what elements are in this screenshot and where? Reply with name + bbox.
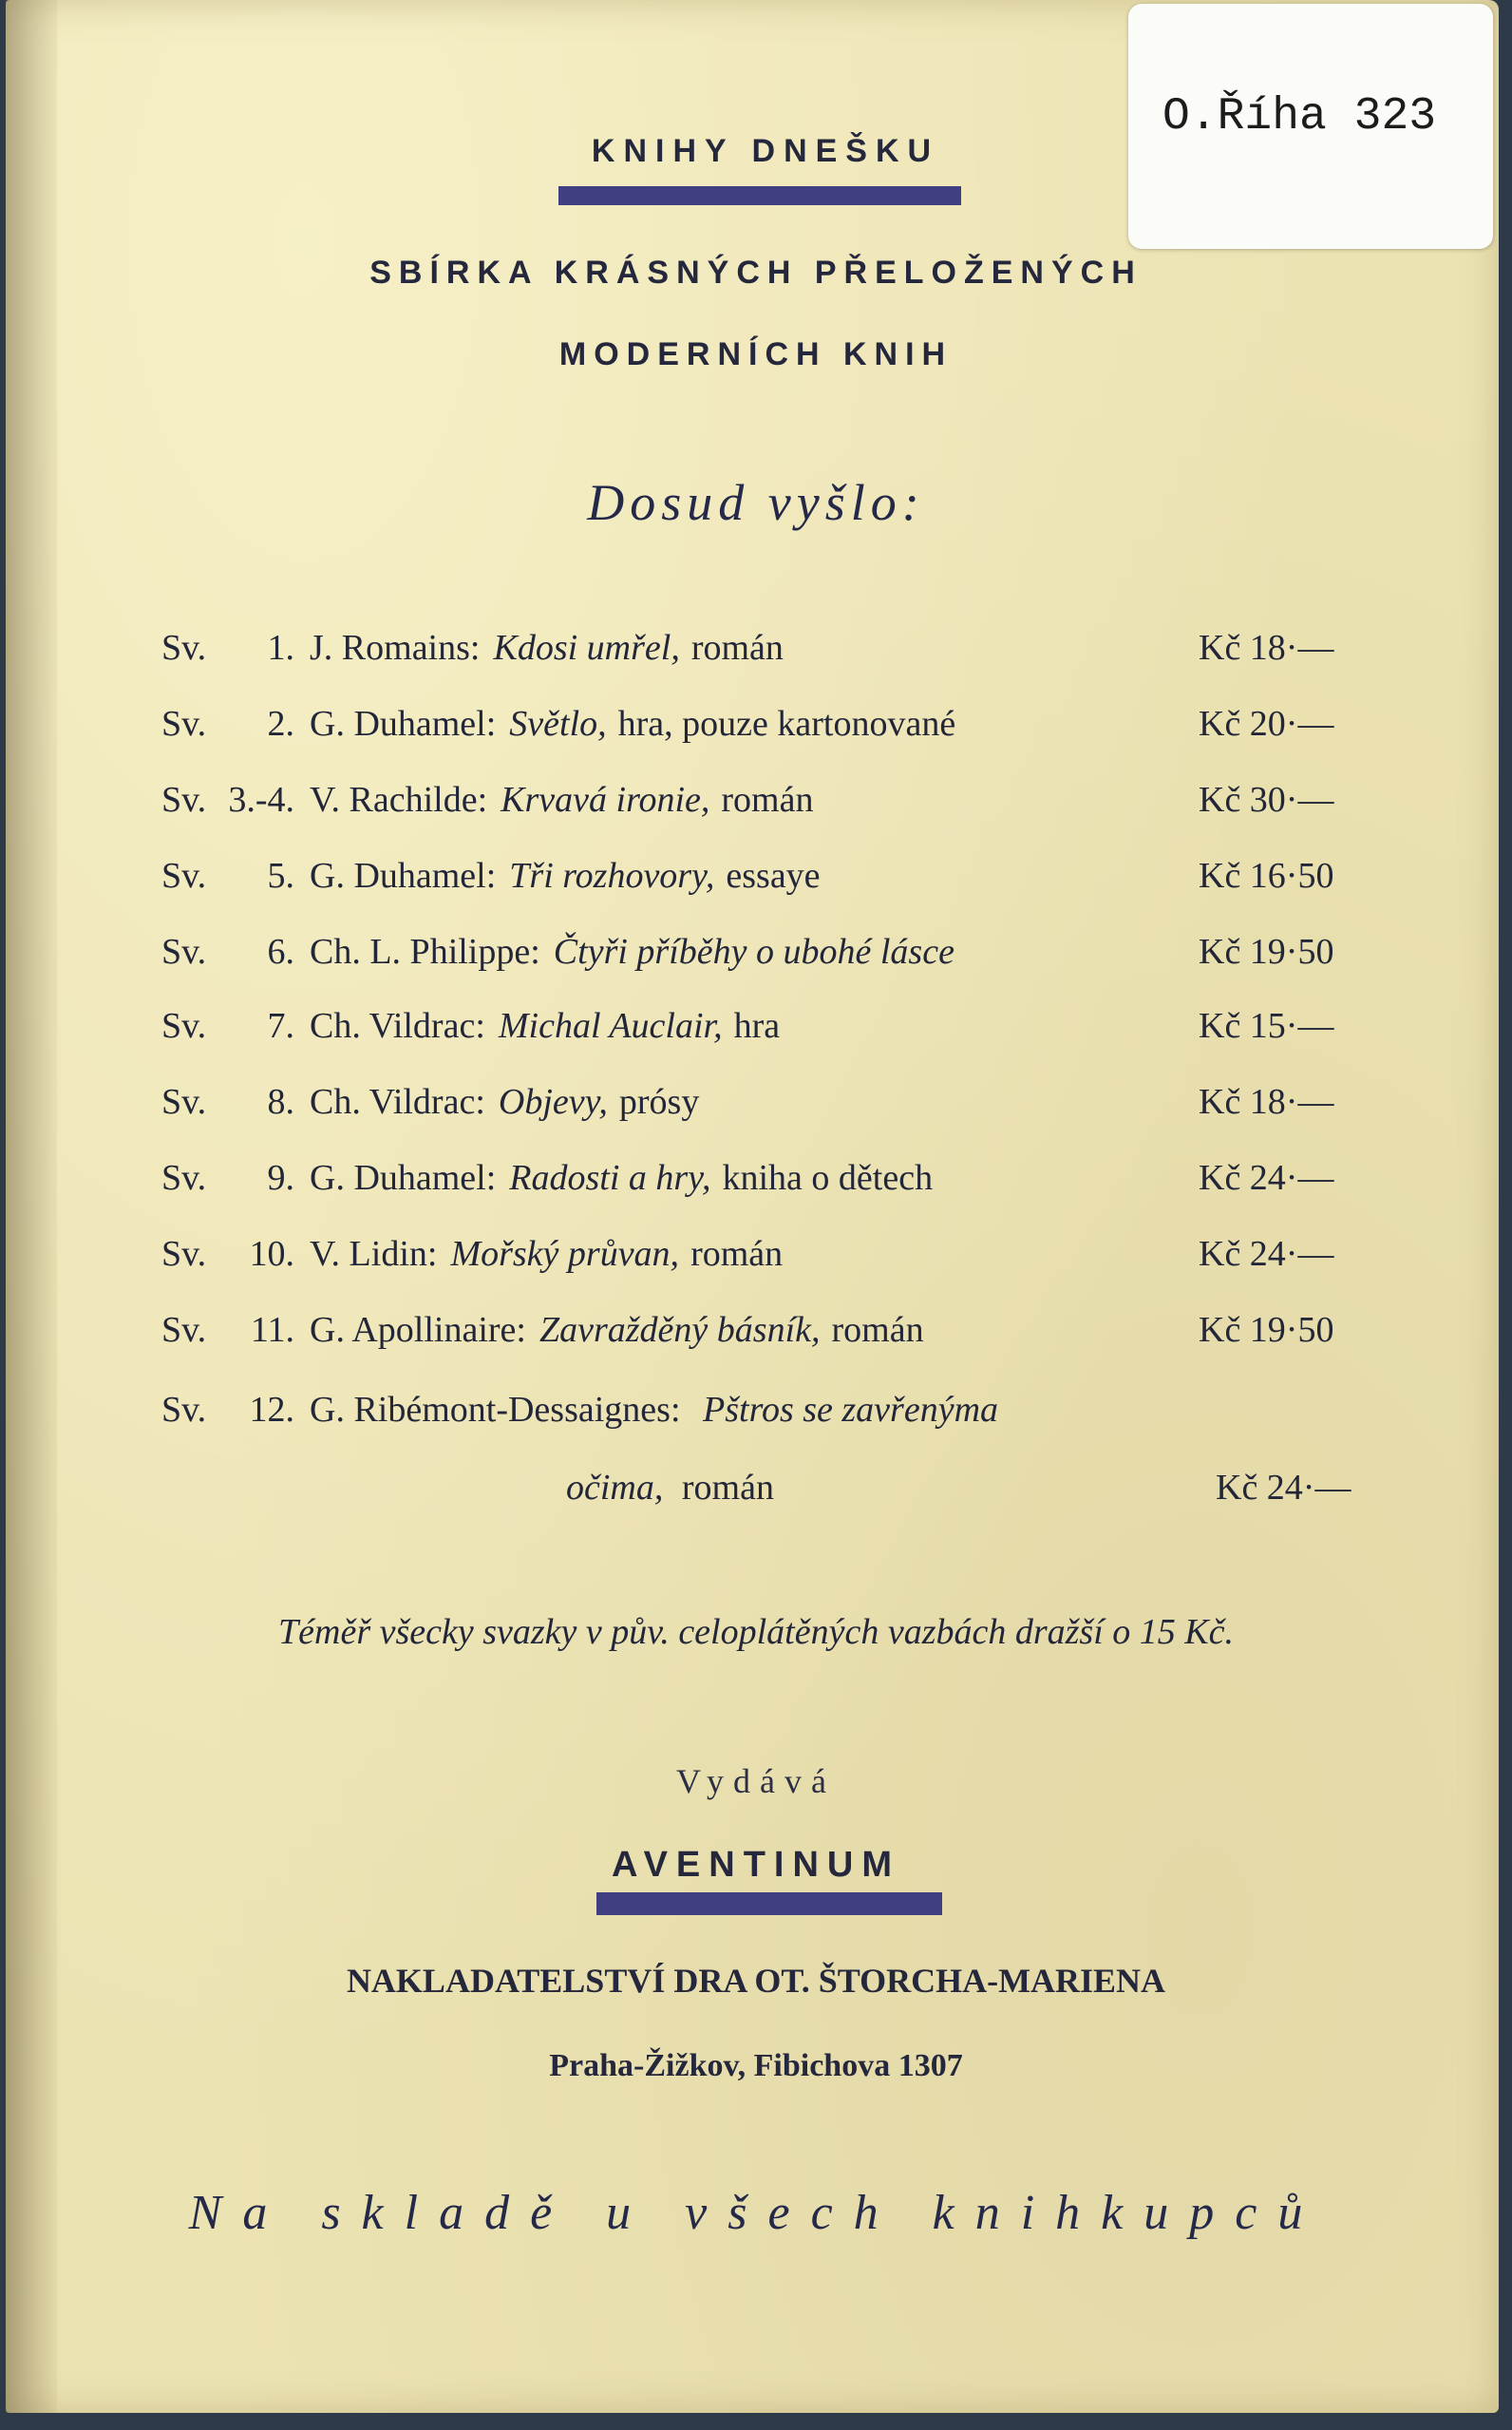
book-row-12-cont	[0, 1467, 1512, 1533]
book-entry	[310, 1157, 933, 1199]
book-price: Kč 19·50	[1199, 932, 1334, 972]
volume-prefix: Sv.	[161, 932, 207, 972]
book-author: Ch. Vildrac:	[310, 1082, 485, 1122]
book-price: Kč 15·—	[1199, 1006, 1334, 1046]
book-title: Radosti a hry,	[509, 1158, 711, 1198]
volume-number: 5.	[267, 856, 294, 896]
publisher-underline	[596, 1892, 942, 1915]
book-title: Objevy,	[498, 1082, 608, 1122]
book-title: Světlo,	[509, 704, 607, 744]
book-price: Kč 19·50	[1199, 1310, 1334, 1350]
book-title: Mořský průvan,	[450, 1234, 680, 1274]
volume-number: 6.	[267, 932, 294, 972]
volume-number: 10.	[249, 1234, 294, 1274]
book-desc: hra, pouze kartonované	[617, 704, 956, 744]
book-author: G. Ribémont-Dessaignes:	[310, 1390, 681, 1430]
book-desc: román	[690, 1234, 784, 1274]
book-row-6	[0, 1005, 1512, 1072]
book-entry	[310, 779, 813, 821]
book-title: Krvavá ironie,	[501, 780, 710, 820]
book-author: G. Apollinaire:	[310, 1310, 526, 1350]
book-author: G. Duhamel:	[310, 856, 497, 896]
book-price: Kč 24·—	[1199, 1234, 1334, 1274]
book-title: Zavražděný básník,	[539, 1310, 821, 1350]
book-price: Kč 30·—	[1199, 780, 1334, 820]
book-entry	[310, 1309, 924, 1351]
book-author: Ch. Vildrac:	[310, 1006, 485, 1046]
volume-prefix: Sv.	[161, 704, 207, 744]
book-title: Michal Auclair,	[498, 1006, 723, 1046]
series-subtitle-line1: SBÍRKA KRÁSNÝCH PŘELOŽENÝCH	[369, 255, 1143, 291]
book-entry	[310, 1389, 998, 1431]
book-row-8	[0, 1157, 1512, 1224]
book-entry	[310, 855, 821, 897]
volume-prefix: Sv.	[161, 1310, 207, 1350]
book-author: Ch. L. Philippe:	[310, 932, 540, 972]
book-row-5	[0, 931, 1512, 997]
availability-line: Na skladě u všech knihkupců	[188, 2186, 1324, 2240]
volume-number: 2.	[267, 704, 294, 744]
volume-prefix: Sv.	[161, 856, 207, 896]
library-label-text: O.Říha 323	[1162, 91, 1437, 142]
book-title: Tři rozhovory,	[509, 856, 715, 896]
binding-note: Téměř všecky svazky v pův. celoplátěných vazbách dražší o 15 Kč.	[278, 1612, 1234, 1652]
book-title: Kdosi umřel,	[493, 628, 680, 668]
book-desc: román	[831, 1310, 924, 1350]
volume-prefix: Sv.	[161, 780, 207, 820]
volume-number: 3.-4.	[228, 780, 294, 820]
book-title: Čtyři příběhy o ubohé lásce	[553, 932, 954, 972]
volume-prefix: Sv.	[161, 1234, 207, 1274]
book-row-12	[0, 1389, 1512, 1455]
volume-prefix: Sv.	[161, 1006, 207, 1046]
book-row-2	[0, 703, 1512, 769]
volume-prefix: Sv.	[161, 1082, 207, 1122]
volume-prefix: Sv.	[161, 1158, 207, 1198]
book-price: Kč 24·—	[1216, 1468, 1351, 1508]
book-desc: essaye	[726, 856, 821, 896]
published-heading: Dosud vyšlo:	[587, 474, 925, 531]
series-title: KNIHY DNEŠKU	[591, 133, 940, 169]
book-row-9	[0, 1233, 1512, 1300]
book-author: V. Rachilde:	[310, 780, 488, 820]
volume-prefix: Sv.	[161, 1390, 207, 1430]
book-entry	[310, 703, 955, 745]
volume-number: 11.	[250, 1310, 294, 1350]
book-row-7	[0, 1081, 1512, 1148]
book-entry	[310, 1233, 783, 1275]
publisher-full-name: NAKLADATELSTVÍ DRA OT. ŠTORCHA-MARIENA	[346, 1962, 1166, 2000]
book-price: Kč 16·50	[1199, 856, 1334, 896]
book-entry	[310, 1081, 699, 1123]
book-desc: román	[721, 780, 814, 820]
book-price: Kč 24·—	[1199, 1158, 1334, 1198]
publisher-address: Praha-Žižkov, Fibichova 1307	[549, 2048, 963, 2083]
volume-number: 9.	[267, 1158, 294, 1198]
volume-prefix: Sv.	[161, 628, 207, 668]
book-author: V. Lidin:	[310, 1234, 438, 1274]
book-title: Pštros se zavřenýma	[703, 1390, 999, 1430]
book-row-3	[0, 779, 1512, 845]
series-title-underline	[558, 186, 961, 205]
book-author: G. Duhamel:	[310, 1158, 497, 1198]
volume-number: 7.	[267, 1006, 294, 1046]
book-desc: román	[681, 1468, 774, 1508]
book-price: Kč 20·—	[1199, 704, 1334, 744]
book-author: J. Romains:	[310, 628, 481, 668]
volume-number: 12.	[249, 1390, 294, 1430]
book-row-10	[0, 1309, 1512, 1376]
publisher-label: Vydává	[676, 1762, 836, 1800]
volume-number: 8.	[267, 1082, 294, 1122]
book-price: Kč 18·—	[1199, 1082, 1334, 1122]
book-entry	[310, 627, 784, 669]
book-desc: román	[690, 628, 784, 668]
book-title-cont: očima,	[566, 1468, 664, 1508]
book-entry	[310, 1005, 780, 1047]
book-price: Kč 18·—	[1199, 628, 1334, 668]
book-author: G. Duhamel:	[310, 704, 497, 744]
publisher-name: AVENTINUM	[611, 1845, 901, 1885]
book-row-1	[0, 627, 1512, 693]
book-desc: kniha o dětech	[722, 1158, 934, 1198]
series-subtitle-line2: MODERNÍCH KNIH	[558, 336, 954, 372]
book-desc: hra	[733, 1006, 781, 1046]
volume-number: 1.	[267, 628, 294, 668]
book-desc: prósy	[618, 1082, 700, 1122]
book-row-4	[0, 855, 1512, 921]
book-entry	[310, 931, 966, 973]
